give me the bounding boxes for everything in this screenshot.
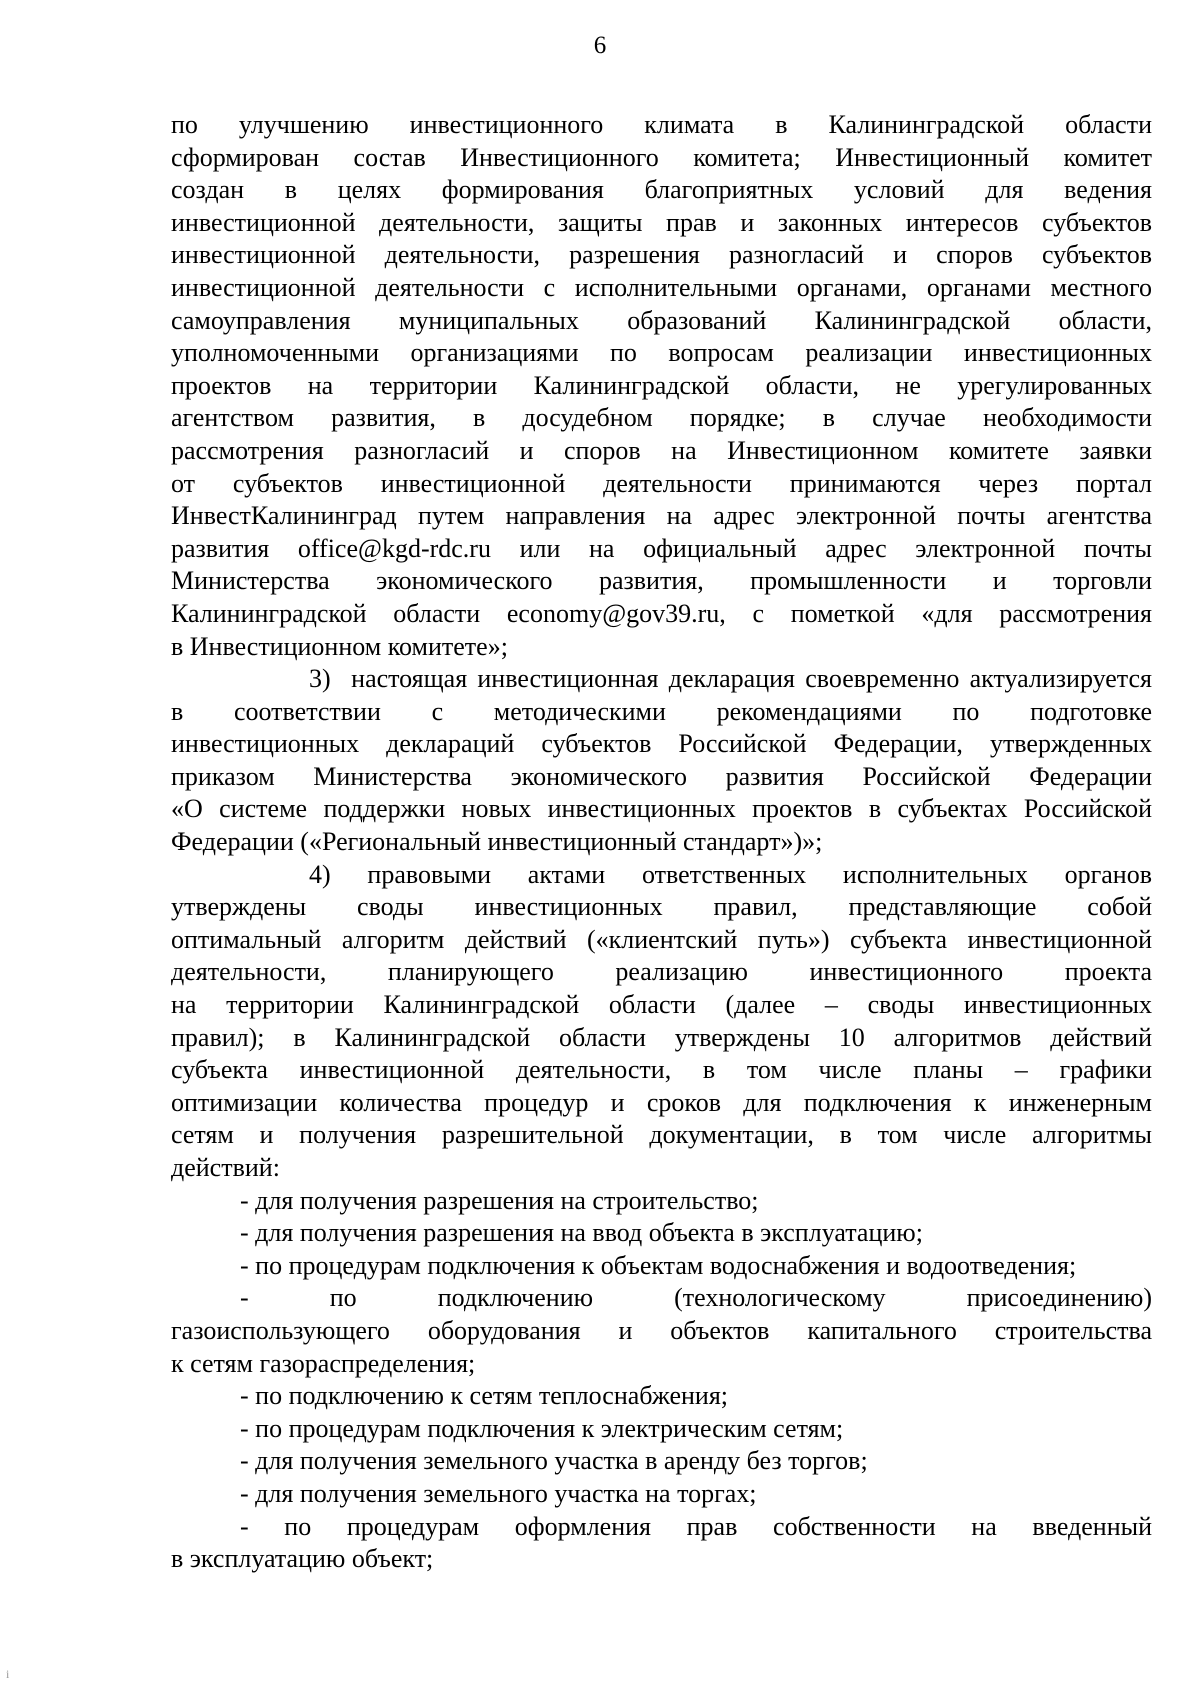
text-line: сетям и получения разрешительной документации, в том числе алгоритмы [171,1120,1152,1150]
text-line: к сетям газораспределения; [171,1348,476,1378]
text-line: Калининградской области economy@gov39.ru, с пометкой «для рассмотрения [171,598,1152,628]
text-line: в соответствии с методическими рекомендациями по подготовке [171,696,1152,726]
bullet-item: - для получения разрешения на ввод объекта в эксплуатацию; [240,1218,923,1248]
text-line: утверждены своды инвестиционных правил, представляющие собой [171,892,1152,922]
text-line: «О системе поддержки новых инвестиционных проектов в субъектах Российской [171,794,1152,824]
text-line: сформирован состав Инвестиционного комитета; Инвестиционный комитет [171,142,1152,172]
text-line: - по процедурам оформления прав собственности на введенный [240,1511,1152,1541]
text-line: рассмотрения разногласий и споров на Инвестиционном комитете заявки [171,435,1152,465]
text-line: - по подключению (технологическому присоединению) [240,1283,1152,1313]
bullet-item: - по процедурам подключения к электрическим сетям; [240,1413,844,1443]
text-line: инвестиционной деятельности с исполнительными органами, органами местного [171,272,1152,302]
text-line: проектов на территории Калининградской области, не урегулированных [171,370,1152,400]
text-line: инвестиционной деятельности, разрешения разногласий и споров субъектов [171,240,1152,270]
text-line: уполномоченными организациями по вопросам реализации инвестиционных [171,338,1152,368]
text-line: Федерации («Региональный инвестиционный стандарт»)»; [171,827,823,857]
bullet-item: - для получения разрешения на строительство; [240,1185,759,1215]
bullet-item: - по процедурам подключения к объектам водоснабжения и водоотведения; [240,1250,1077,1280]
text-line: на территории Калининградской области (далее – своды инвестиционных [171,990,1152,1020]
text-line: в эксплуатацию объект; [171,1544,434,1574]
item-number: 4) [309,859,331,889]
text-line: действий: [171,1153,280,1182]
text-line: оптимизации количества процедур и сроков для подключения к инженерным [171,1087,1152,1117]
text-line: деятельности, планирующего реализацию инвестиционного проекта [171,957,1152,987]
text-line: Министерства экономического развития, промышленности и торговли [171,566,1152,596]
text-line: правил); в Калининградской области утверждены 10 алгоритмов действий [171,1022,1152,1052]
bullet-list [171,1185,1152,1576]
text-line: создан в целях формирования благоприятных условий для ведения [171,175,1152,205]
text-line: инвестиционных деклараций субъектов Российской Федерации, утвержденных [171,729,1152,759]
text-line [171,663,1152,696]
list-item-4 [171,859,1152,1185]
bullet-item: - по подключению к сетям теплоснабжения; [240,1381,729,1411]
scan-edge-mark: i [6,1667,10,1681]
text-line: развития office@kgd-rdc.ru или на официальный адрес электронной почты [171,533,1152,563]
text-line: газоиспользующего оборудования и объектов капитального строительства [171,1315,1152,1345]
item-number: 3) [309,664,331,694]
text-line: самоуправления муниципальных образований Калининградской области, [171,305,1152,335]
list-item-3 [171,663,1152,859]
page-number: 6 [593,32,607,59]
text-line [171,859,1152,892]
text-line: приказом Министерства экономического развития Российской Федерации [171,761,1152,791]
text-line: ИнвестКалининград путем направления на адрес электронной почты агентства [171,501,1152,531]
text-line: инвестиционной деятельности, защиты прав и законных интересов субъектов [171,207,1152,237]
text-line: в Инвестиционном комитете»; [171,631,508,661]
item-first-line: настоящая инвестиционная декларация своевременно актуализируется [351,664,1152,694]
text-line: по улучшению инвестиционного климата в Калининградской области [171,110,1152,139]
bullet-item [171,1511,1152,1576]
text-line: субъекта инвестиционной деятельности, в том числе планы – графики [171,1055,1152,1085]
bullet-item: - для получения земельного участка на торгах; [240,1478,757,1508]
bullet-item [171,1282,1152,1380]
text-line: агентством развития, в досудебном порядке; в случае необходимости [171,403,1152,433]
continuation-paragraph [171,109,1152,663]
text-line: оптимальный алгоритм действий («клиентский путь») субъекта инвестиционной [171,924,1152,954]
text-line: от субъектов инвестиционной деятельности принимаются через портал [171,468,1152,498]
document-body [171,109,1152,1576]
bullet-item: - для получения земельного участка в аренду без торгов; [240,1446,868,1476]
item-first-line: правовыми актами ответственных исполнительных органов [367,859,1152,889]
